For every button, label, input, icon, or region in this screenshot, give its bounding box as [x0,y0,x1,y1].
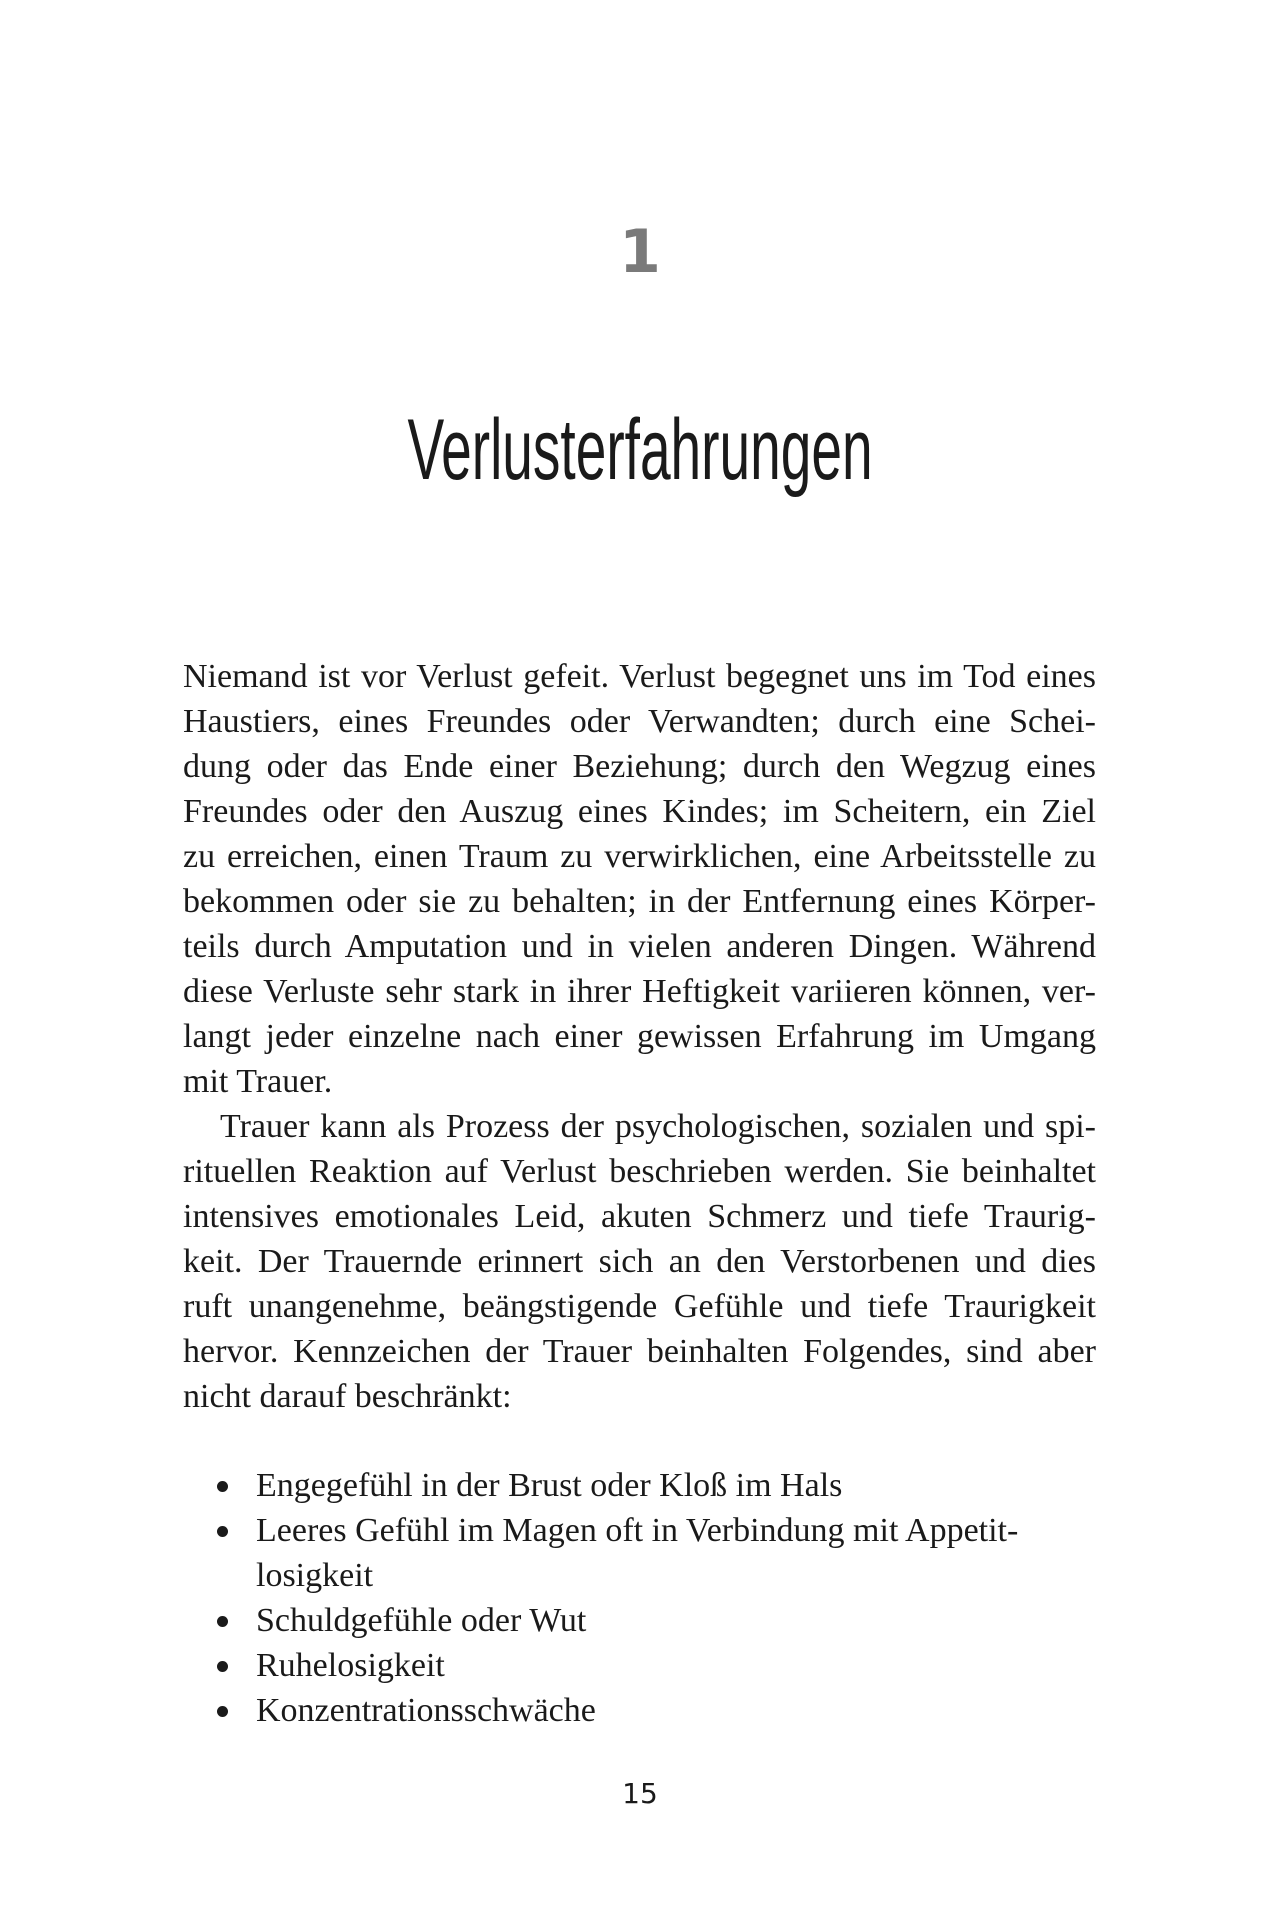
bullet-icon [217,1526,228,1537]
text-line: langt jeder einzelne nach einer gewissen Erfahrung im Umgang [183,1018,1096,1055]
text-line: intensives emotionales Leid, akuten Schmerz und tiefe Traurig- [183,1198,1096,1235]
text-line: teils durch Amputation und in vielen anderen Dingen. Während [183,928,1096,965]
bullet-icon [217,1616,228,1627]
text-line: ruft unangenehme, beängstigende Gefühle und tiefe Traurigkeit [183,1288,1096,1325]
text-line: zu erreichen, einen Traum zu verwirklichen, eine Arbeitsstelle zu [183,838,1096,875]
list-item [211,1463,1091,1508]
text-line: dung oder das Ende einer Beziehung; durch den Wegzug eines [183,748,1096,785]
list-item-text: Schuldgefühle oder Wut [256,1602,587,1639]
paragraph-2 [183,1104,1096,1419]
list-item [211,1643,1091,1688]
page-number: 15 [622,1777,658,1810]
list-item-text: losigkeit [256,1557,374,1594]
bullet-list [211,1463,1091,1733]
list-item-text: Ruhelosigkeit [256,1647,445,1684]
chapter-number: 1 [619,217,661,287]
text-line: rituellen Reaktion auf Verlust beschrieben werden. Sie beinhaltet [183,1153,1096,1190]
text-line: keit. Der Trauernde erinnert sich an den Verstorbenen und dies [183,1243,1096,1280]
text-line: Haustiers, eines Freundes oder Verwandten; durch eine Schei- [183,703,1096,740]
text-line: Freundes oder den Auszug eines Kindes; im Scheitern, ein Ziel [183,793,1096,830]
bullet-icon [217,1706,228,1717]
text-line: hervor. Kennzeichen der Trauer beinhalten Folgendes, sind aber [183,1333,1096,1370]
text-line: Niemand ist vor Verlust gefeit. Verlust begegnet uns im Tod eines [183,658,1096,695]
paragraph-1 [183,654,1096,1104]
text-line: diese Verluste sehr stark in ihrer Heftigkeit variieren können, ver- [183,973,1096,1010]
list-item-text: Konzentrationsschwäche [256,1692,596,1729]
text-line: bekommen oder sie zu behalten; in der Entfernung eines Körper- [183,883,1096,920]
bullet-icon [217,1661,228,1672]
list-item [211,1508,1091,1598]
body-text [183,654,1096,1419]
list-item [211,1598,1091,1643]
list-item-text: Engegefühl in der Brust oder Kloß im Hals [256,1467,843,1504]
bullet-icon [217,1481,228,1492]
list-item [211,1688,1091,1733]
text-line: mit Trauer. [183,1063,333,1100]
text-line: nicht darauf beschränkt: [183,1378,512,1415]
text-line: Trauer kann als Prozess der psychologischen, sozialen und spi- [220,1108,1096,1145]
chapter-title: Verlusterfahrungen [407,402,873,498]
list-item-text: Leeres Gefühl im Magen oft in Verbindung mit Appetit- [256,1512,1019,1549]
